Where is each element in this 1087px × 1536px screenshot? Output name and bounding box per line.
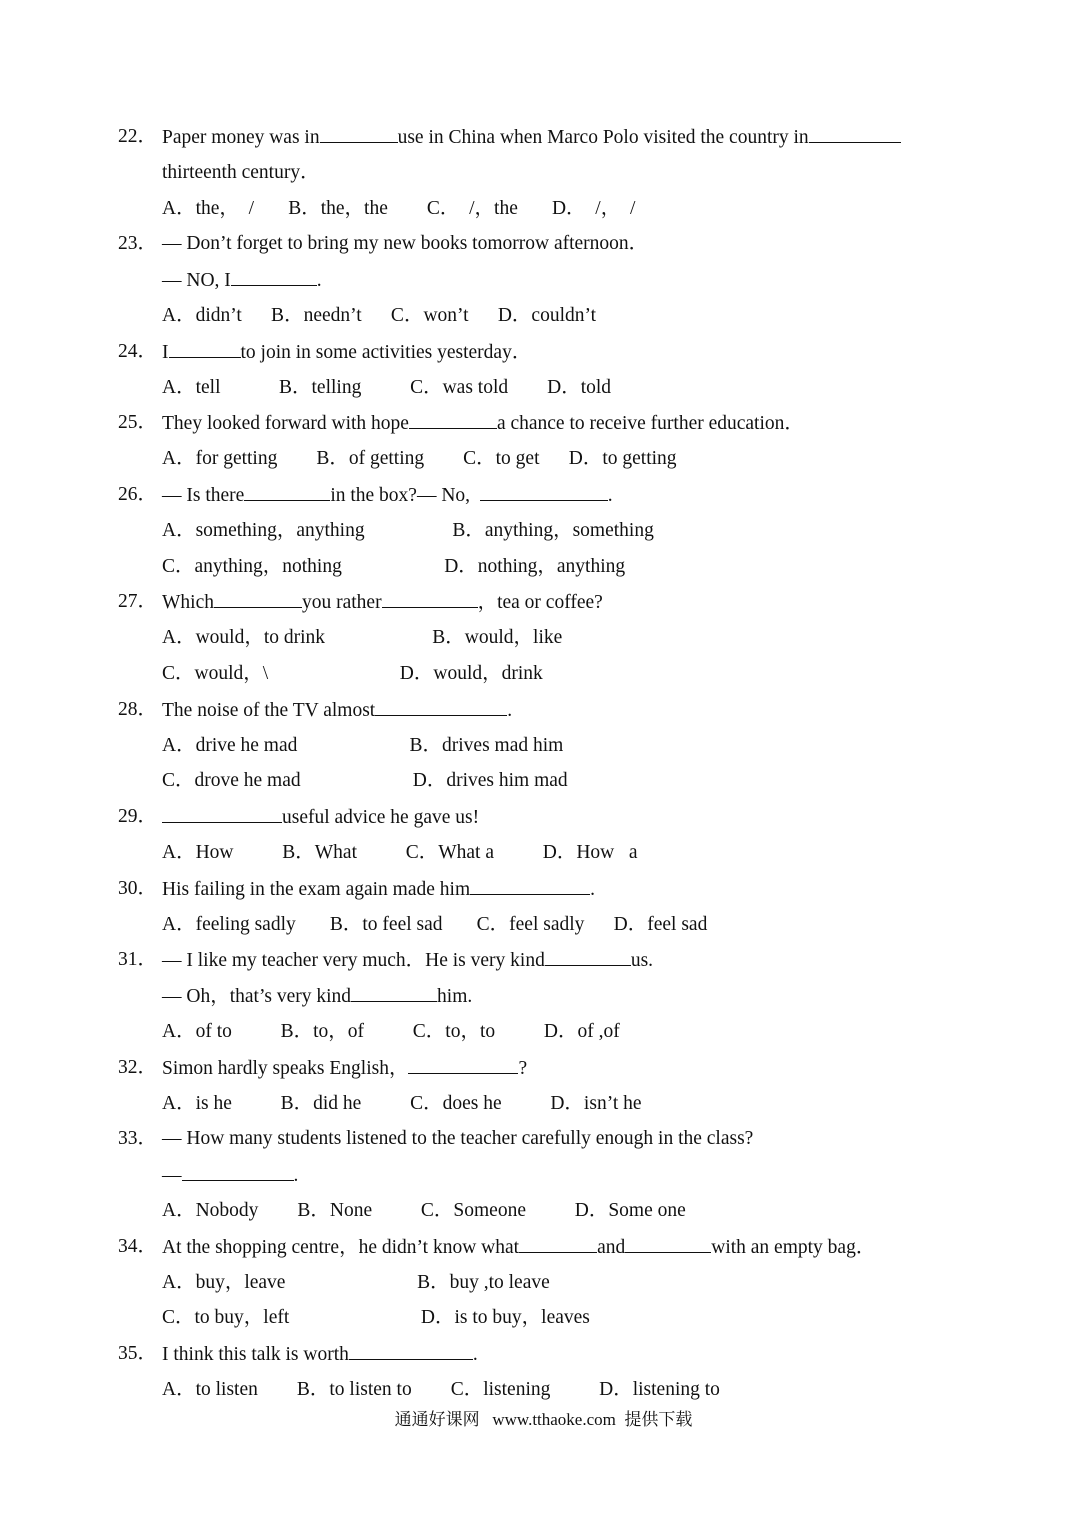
text-segment: Which — [162, 592, 214, 614]
answer-options — [162, 1306, 590, 1330]
question-text — [162, 805, 479, 830]
answer-blank — [375, 698, 507, 716]
text-segment: to join in some activities yesterday． — [240, 341, 532, 363]
answer-options — [162, 447, 677, 471]
text-segment: use in China when Marco Polo visited the country in — [397, 127, 809, 148]
answer-options — [162, 1092, 642, 1116]
text-segment: thirteenth century． — [162, 161, 320, 183]
question-text — [162, 1342, 478, 1367]
text-segment: C．drove he mad D．drives him mad — [162, 770, 568, 792]
text-segment: in the box?— No, — [330, 485, 480, 506]
text-segment: him. — [437, 986, 473, 1008]
answer-options — [162, 1271, 550, 1295]
text-segment: C．anything，nothing D．nothing，anything — [162, 555, 626, 577]
answer-options — [162, 1378, 720, 1402]
text-segment: A．How B．What C．What a D．How a — [162, 842, 638, 863]
answer-blank — [169, 340, 241, 358]
answer-blank — [809, 125, 901, 143]
text-segment: A．the， / B．the，the C． /，the D． /， / — [162, 197, 636, 219]
text-segment: useful advice he gave us! — [282, 807, 480, 829]
answer-options — [162, 913, 707, 937]
answer-blank — [231, 268, 317, 286]
text-segment: — NO, I — [162, 270, 231, 292]
text-segment: A．drive he mad B．drives mad him — [162, 734, 564, 756]
text-segment: . — [293, 1165, 299, 1187]
text-segment: At the shopping centre，he didn’t know what — [162, 1236, 520, 1258]
answer-blank — [409, 411, 497, 429]
text-segment: Paper money was in — [162, 127, 320, 148]
text-segment: A．tell B．telling C．was told D．told — [162, 376, 612, 398]
text-segment: and — [597, 1236, 626, 1258]
text-segment: A．feeling sadly B．to feel sad C．feel sadly D．feel sad — [162, 913, 708, 935]
answer-options — [162, 662, 543, 686]
question-number: 25． — [118, 412, 158, 434]
question-text — [162, 125, 901, 150]
answer-options — [162, 1020, 620, 1044]
answer-blank — [320, 125, 398, 143]
question-text — [162, 483, 613, 508]
text-segment: . — [607, 485, 613, 506]
answer-options — [162, 376, 611, 400]
text-segment: . — [472, 1344, 478, 1366]
text-segment: They looked forward with hope — [162, 413, 409, 435]
text-segment: a chance to receive further education． — [496, 413, 804, 435]
question-text — [162, 232, 648, 256]
question-number: 22． — [118, 126, 158, 147]
text-segment: — I like my teacher very much．He is very kind — [162, 950, 545, 972]
text-segment: A．something，anything B．anything，something — [162, 519, 654, 541]
question-text — [162, 1056, 527, 1081]
answer-blank — [214, 590, 302, 608]
question-number: 24． — [118, 340, 158, 362]
answer-options — [162, 734, 563, 758]
text-segment: — — [162, 1165, 182, 1187]
question-text — [162, 948, 653, 973]
question-text — [162, 411, 804, 436]
answer-blank — [470, 877, 590, 895]
text-segment: A．buy，leave B．buy ,to leave — [162, 1271, 550, 1293]
question-text — [162, 590, 603, 615]
question-text — [162, 984, 472, 1009]
text-segment: A．of to B．to，of C．to，to D．of ,of — [162, 1021, 620, 1042]
question-text — [162, 877, 595, 902]
answer-options — [162, 555, 625, 579]
footer-source: 通通好课网 www.tthaoke.com 提供下载 — [394, 1410, 693, 1429]
text-segment: A．would，to drink B．would，like — [162, 627, 563, 649]
text-segment: you rather — [301, 592, 382, 614]
question-text — [162, 698, 512, 723]
answer-options — [162, 304, 596, 328]
question-text — [162, 1163, 298, 1188]
answer-blank — [408, 1056, 518, 1074]
answer-blank — [351, 984, 437, 1002]
answer-blank — [545, 948, 631, 966]
answer-blank — [519, 1235, 597, 1253]
question-text — [162, 1127, 753, 1151]
text-segment: with an empty bag． — [711, 1236, 876, 1258]
answer-blank — [382, 590, 478, 608]
answer-blank — [244, 483, 330, 501]
answer-blank — [480, 483, 608, 501]
text-segment: A．Nobody B．None C．Someone D．Some one — [162, 1200, 686, 1221]
question-number: 32． — [118, 1056, 158, 1078]
answer-blank — [162, 805, 282, 823]
text-segment: A．to listen B．to listen to C．listening D．listening to — [162, 1379, 720, 1400]
text-segment: The noise of the TV almost — [162, 699, 376, 721]
answer-blank — [182, 1163, 294, 1181]
answer-options — [162, 626, 562, 650]
text-segment: ? — [518, 1057, 528, 1079]
answer-blank — [625, 1235, 711, 1253]
text-segment: — Oh，that’s very kind — [162, 986, 352, 1008]
answer-options — [162, 841, 638, 865]
answer-blank — [349, 1342, 473, 1360]
text-segment: I — [162, 341, 169, 363]
question-text — [162, 161, 320, 185]
text-segment: — Is there — [162, 485, 245, 506]
question-number: 27． — [118, 591, 158, 613]
question-number: 23． — [118, 233, 158, 255]
text-segment: . — [316, 270, 322, 292]
text-segment: A．for getting B．of getting C．to get D．to getting — [162, 448, 677, 470]
text-segment: C．would，\ D．would，drink — [162, 663, 543, 684]
question-number: 33． — [118, 1128, 158, 1150]
text-segment: I think this talk is worth — [162, 1344, 349, 1366]
answer-options — [162, 519, 654, 543]
question-number: 28． — [118, 698, 158, 720]
text-segment: Simon hardly speaks English， — [162, 1057, 409, 1079]
text-segment: A．is he B．did he C．does he D．isn’t he — [162, 1092, 642, 1114]
text-segment: C．to buy，left D．is to buy，leaves — [162, 1307, 590, 1329]
answer-options — [162, 1199, 686, 1223]
question-text — [162, 268, 322, 293]
question-number: 29． — [118, 806, 158, 828]
text-segment: — Don’t forget to bring my new books tomorrow afternoon． — [162, 233, 649, 255]
text-segment: . — [590, 878, 595, 900]
text-segment: ，tea or coffee? — [477, 592, 603, 614]
answer-options — [162, 769, 568, 793]
text-segment: — How many students listened to the teacher carefully enough in the class? — [162, 1128, 754, 1150]
text-segment: us. — [630, 950, 654, 972]
question-number: 30． — [118, 877, 158, 899]
question-text — [162, 1235, 875, 1260]
question-number: 35． — [118, 1343, 158, 1365]
text-segment: A．didn’t B．needn’t C．won’t D．couldn’t — [162, 305, 597, 326]
text-segment: His failing in the exam again made him — [162, 878, 471, 900]
question-number: 34． — [118, 1235, 158, 1257]
question-text — [162, 340, 531, 365]
answer-options — [162, 197, 635, 221]
text-segment: . — [507, 699, 513, 721]
question-number: 31． — [118, 949, 158, 971]
question-number: 26． — [118, 484, 158, 505]
